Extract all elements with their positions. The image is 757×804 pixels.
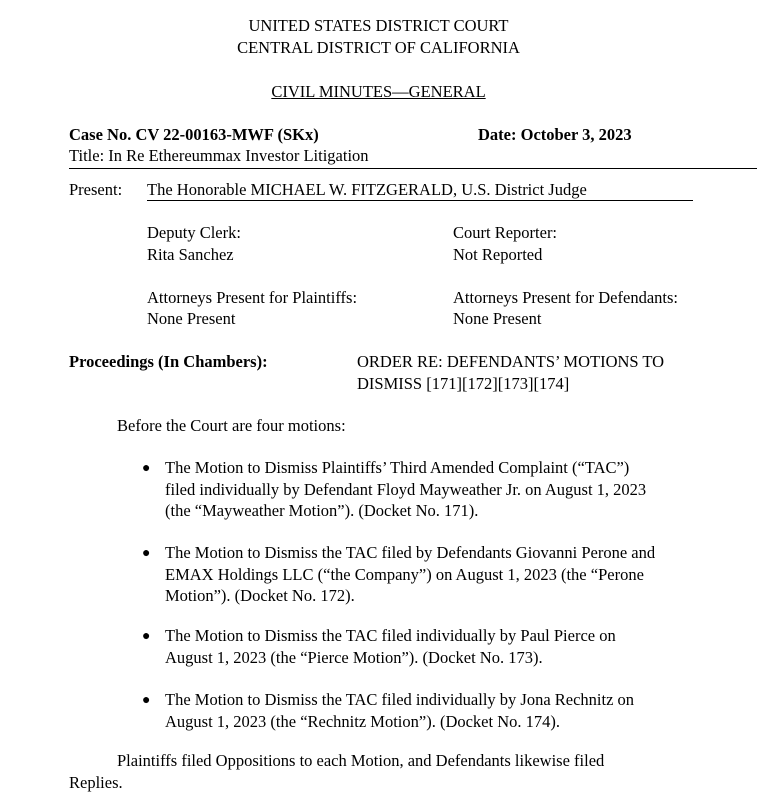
motion-3-line-1: The Motion to Dismiss the TAC filed individually by Paul Pierce on [165,626,616,645]
intro-paragraph: Before the Court are four motions: [117,416,346,435]
judge-underline [147,200,693,201]
court-district: CENTRAL DISTRICT OF CALIFORNIA [237,38,520,57]
case-date: Date: October 3, 2023 [478,125,632,144]
court-reporter-label: Court Reporter: [453,223,558,242]
plaintiffs-attorneys-label: Attorneys Present for Plaintiffs: [147,288,358,307]
bullet-icon: ● [142,629,151,644]
motion-1-line-2: filed individually by Defendant Floyd Mayweather Jr. on August 1, 2023 [165,480,647,499]
motion-4-line-2: August 1, 2023 (the “Rechnitz Motion”). (Docket No. 174). [165,712,561,731]
order-title-line2: DISMISS [171][172][173][174] [357,374,570,393]
bullet-icon: ● [142,461,151,476]
case-number: Case No. CV 22-00163-MWF (SKx) [69,125,319,144]
plaintiffs-attorneys-value: None Present [147,309,236,328]
closing-paragraph-line1: Plaintiffs filed Oppositions to each Motion, and Defendants likewise filed [117,751,605,770]
motion-1-line-1: The Motion to Dismiss Plaintiffs’ Third Amended Complaint (“TAC”) [165,458,630,477]
court-name: UNITED STATES DISTRICT COURT [248,16,509,35]
motion-2-line-2: EMAX Holdings LLC (“the Company”) on August 1, 2023 (the “Perone [165,565,644,584]
motion-4-line-1: The Motion to Dismiss the TAC filed individually by Jona Rechnitz on [165,690,635,709]
order-title-line1: ORDER RE: DEFENDANTS’ MOTIONS TO [357,352,665,371]
defendants-attorneys-value: None Present [453,309,542,328]
case-title: Title: In Re Ethereummax Investor Litigation [69,146,369,165]
motion-1-line-3: (the “Mayweather Motion”). (Docket No. 171). [165,501,479,520]
motion-2-line-1: The Motion to Dismiss the TAC filed by Defendants Giovanni Perone and [165,543,656,562]
case-divider [69,168,757,169]
deputy-clerk-label: Deputy Clerk: [147,223,241,242]
motion-2-line-3: Motion”). (Docket No. 172). [165,586,355,605]
present-label: Present: [69,180,123,199]
bullet-icon: ● [142,693,151,708]
minutes-title-text: CIVIL MINUTES—GENERAL [271,82,486,101]
bullet-icon: ● [142,546,151,561]
minutes-title [0,81,757,103]
motion-3-line-2: August 1, 2023 (the “Pierce Motion”). (Docket No. 173). [165,648,543,667]
deputy-clerk-name: Rita Sanchez [147,245,234,264]
closing-paragraph-line2: Replies. [69,773,123,792]
court-reporter-value: Not Reported [453,245,543,264]
defendants-attorneys-label: Attorneys Present for Defendants: [453,288,678,307]
proceedings-label: Proceedings (In Chambers): [69,352,268,371]
presiding-judge: The Honorable MICHAEL W. FITZGERALD, U.S. District Judge [147,180,587,199]
